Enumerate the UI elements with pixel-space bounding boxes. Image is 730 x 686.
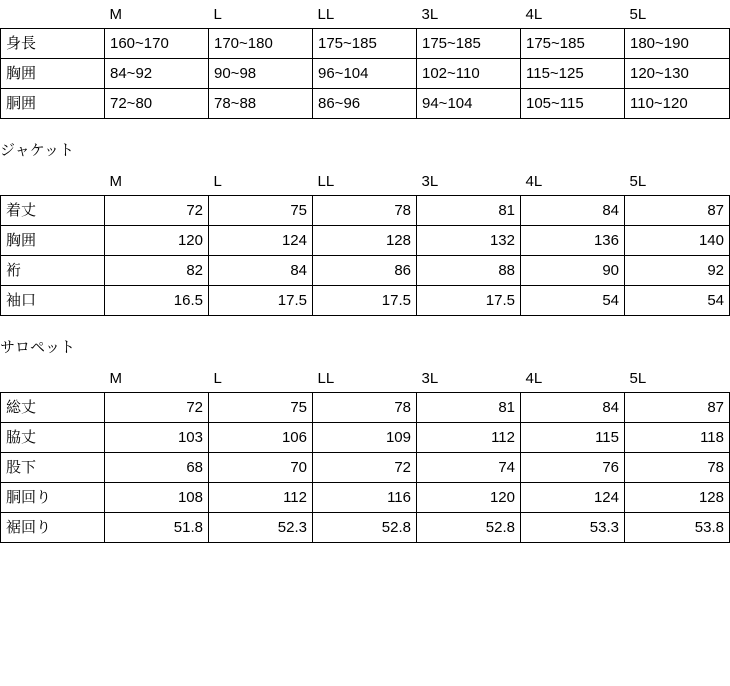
cell-value: 120: [417, 483, 521, 513]
table-row: [1, 423, 730, 453]
cell-value: 72: [313, 453, 417, 483]
cell-value: 86~96: [313, 89, 417, 119]
cell-value: 120: [105, 226, 209, 256]
table-body-measurements: [0, 0, 730, 119]
cell-value: 53.8: [625, 513, 730, 543]
column-header-3l: 3L: [417, 0, 521, 29]
cell-value: 75: [209, 393, 313, 423]
table-header-row: [1, 364, 730, 393]
cell-value: 72~80: [105, 89, 209, 119]
cell-value: 84~92: [105, 59, 209, 89]
cell-value: 84: [521, 196, 625, 226]
table-jacket-measurements: [0, 167, 730, 316]
table-header-row: [1, 0, 730, 29]
cell-value: 140: [625, 226, 730, 256]
cell-value: 94~104: [417, 89, 521, 119]
cell-value: 116: [313, 483, 417, 513]
column-header-4l: 4L: [521, 364, 625, 393]
cell-value: 81: [417, 393, 521, 423]
column-header-3l: 3L: [417, 167, 521, 196]
column-header-3l: 3L: [417, 364, 521, 393]
cell-value: 84: [209, 256, 313, 286]
spacer: [0, 316, 730, 338]
cell-value: 112: [417, 423, 521, 453]
column-header-5l: 5L: [625, 167, 730, 196]
cell-value: 86: [313, 256, 417, 286]
cell-value: 124: [521, 483, 625, 513]
table-row: [1, 29, 730, 59]
cell-value: 136: [521, 226, 625, 256]
cell-value: 128: [625, 483, 730, 513]
column-header-ll: LL: [313, 167, 417, 196]
spacer: [0, 119, 730, 141]
cell-value: 96~104: [313, 59, 417, 89]
cell-value: 105~115: [521, 89, 625, 119]
row-label: 胸囲: [1, 59, 105, 89]
column-header-l: L: [209, 364, 313, 393]
row-label: 胴回り: [1, 483, 105, 513]
cell-value: 124: [209, 226, 313, 256]
row-label: 胴囲: [1, 89, 105, 119]
column-header-4l: 4L: [521, 0, 625, 29]
cell-value: 82: [105, 256, 209, 286]
cell-value: 76: [521, 453, 625, 483]
cell-value: 17.5: [417, 286, 521, 316]
table-corner-cell: [1, 364, 105, 393]
row-label: 総丈: [1, 393, 105, 423]
table-row: [1, 453, 730, 483]
column-header-l: L: [209, 0, 313, 29]
table-row: [1, 513, 730, 543]
row-label: 袖口: [1, 286, 105, 316]
column-header-m: M: [105, 167, 209, 196]
column-header-ll: LL: [313, 0, 417, 29]
cell-value: 175~185: [313, 29, 417, 59]
cell-value: 78: [313, 196, 417, 226]
table-row: [1, 483, 730, 513]
cell-value: 90~98: [209, 59, 313, 89]
table-row: [1, 59, 730, 89]
table-header-row: [1, 167, 730, 196]
cell-value: 54: [521, 286, 625, 316]
cell-value: 115: [521, 423, 625, 453]
cell-value: 16.5: [105, 286, 209, 316]
cell-value: 102~110: [417, 59, 521, 89]
cell-value: 70: [209, 453, 313, 483]
row-label: 裄: [1, 256, 105, 286]
table-row: [1, 196, 730, 226]
table-corner-cell: [1, 0, 105, 29]
row-label: 裾回り: [1, 513, 105, 543]
column-header-5l: 5L: [625, 364, 730, 393]
table-row: [1, 89, 730, 119]
cell-value: 112: [209, 483, 313, 513]
column-header-5l: 5L: [625, 0, 730, 29]
cell-value: 51.8: [105, 513, 209, 543]
cell-value: 81: [417, 196, 521, 226]
table-overall-measurements: [0, 364, 730, 543]
cell-value: 52.8: [417, 513, 521, 543]
column-header-4l: 4L: [521, 167, 625, 196]
table-corner-cell: [1, 167, 105, 196]
cell-value: 75: [209, 196, 313, 226]
cell-value: 115~125: [521, 59, 625, 89]
row-label: 身長: [1, 29, 105, 59]
table-row: [1, 226, 730, 256]
cell-value: 132: [417, 226, 521, 256]
cell-value: 52.8: [313, 513, 417, 543]
cell-value: 110~120: [625, 89, 730, 119]
cell-value: 72: [105, 393, 209, 423]
cell-value: 180~190: [625, 29, 730, 59]
cell-value: 87: [625, 196, 730, 226]
column-header-l: L: [209, 167, 313, 196]
row-label: 脇丈: [1, 423, 105, 453]
row-label: 股下: [1, 453, 105, 483]
cell-value: 109: [313, 423, 417, 453]
cell-value: 74: [417, 453, 521, 483]
table-row: [1, 286, 730, 316]
column-header-m: M: [105, 0, 209, 29]
cell-value: 108: [105, 483, 209, 513]
cell-value: 88: [417, 256, 521, 286]
row-label: 胸囲: [1, 226, 105, 256]
cell-value: 170~180: [209, 29, 313, 59]
cell-value: 92: [625, 256, 730, 286]
cell-value: 160~170: [105, 29, 209, 59]
cell-value: 72: [105, 196, 209, 226]
cell-value: 78: [625, 453, 730, 483]
row-label: 着丈: [1, 196, 105, 226]
cell-value: 106: [209, 423, 313, 453]
cell-value: 175~185: [521, 29, 625, 59]
cell-value: 90: [521, 256, 625, 286]
cell-value: 78~88: [209, 89, 313, 119]
cell-value: 118: [625, 423, 730, 453]
cell-value: 78: [313, 393, 417, 423]
cell-value: 54: [625, 286, 730, 316]
cell-value: 103: [105, 423, 209, 453]
cell-value: 128: [313, 226, 417, 256]
table-row: [1, 393, 730, 423]
cell-value: 175~185: [417, 29, 521, 59]
cell-value: 53.3: [521, 513, 625, 543]
cell-value: 17.5: [313, 286, 417, 316]
cell-value: 52.3: [209, 513, 313, 543]
cell-value: 120~130: [625, 59, 730, 89]
column-header-m: M: [105, 364, 209, 393]
column-header-ll: LL: [313, 364, 417, 393]
cell-value: 17.5: [209, 286, 313, 316]
table-row: [1, 256, 730, 286]
section-title-jacket: ジャケット: [0, 142, 74, 159]
cell-value: 84: [521, 393, 625, 423]
section-title-salopette: サロペット: [0, 339, 76, 356]
cell-value: 87: [625, 393, 730, 423]
cell-value: 68: [105, 453, 209, 483]
